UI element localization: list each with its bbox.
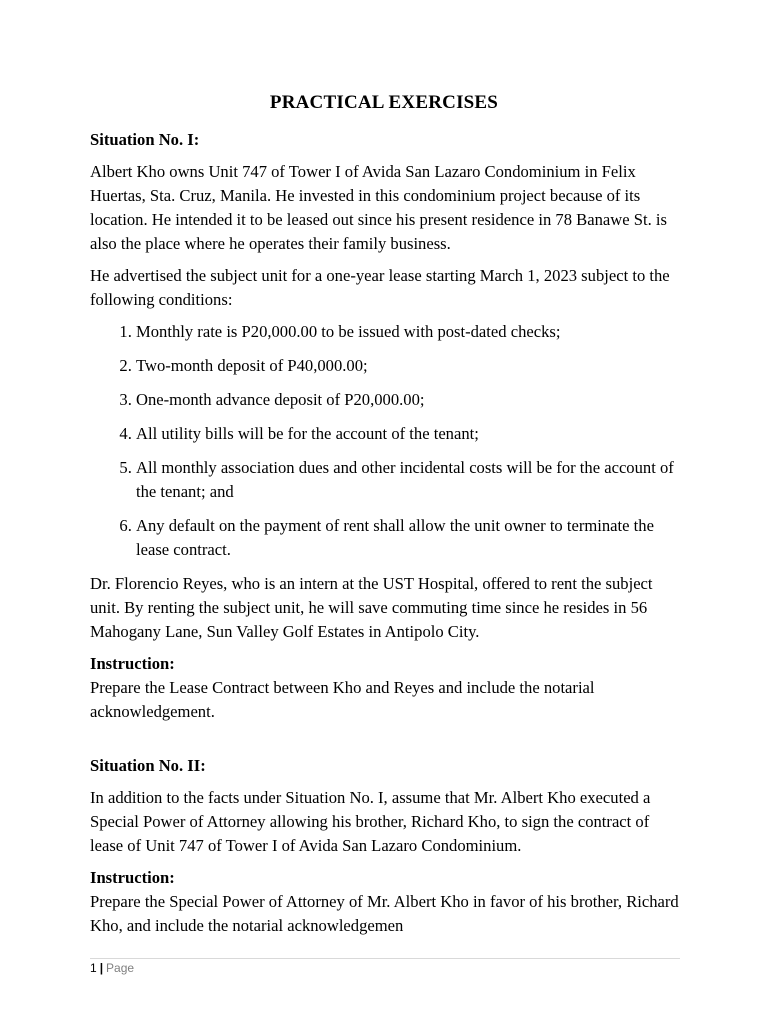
situation-1-paragraph-1: Albert Kho owns Unit 747 of Tower I of Avida San Lazaro Condominium in Felix Huertas, Sta. Cruz, Manila. He invested in this condominium project because of its location. He intended it to be leased out since his present residence in 78 Banawe St. is also the place where he operates their family business. [90,162,667,253]
footer-divider [90,958,680,959]
situation-1-paragraph-2: He advertised the subject unit for a one-year lease starting March 1, 2023 subject to the following conditions: [90,266,670,309]
situation-2-paragraph-1: In addition to the facts under Situation No. I, assume that Mr. Albert Kho executed a Special Power of Attorney allowing his brother, Richard Kho, to sign the contract of lease of Unit 747 of Tower I of Avida San Lazaro Condominium. [90,788,651,855]
situation-2-instruction-text: Prepare the Special Power of Attorney of Mr. Albert Kho in favor of his brother, Richard Kho, and include the notarial acknowledgemen [90,892,679,935]
condition-item: 4. All utility bills will be for the account of the tenant; [136,422,680,446]
situation-2-heading: Situation No. II: [90,756,206,775]
condition-item: 2. Two-month deposit of P40,000.00; [136,354,680,378]
document-body [90,128,680,938]
condition-item: 6. Any default on the payment of rent shall allow the unit owner to terminate the lease contract. [136,514,680,562]
condition-item: 1. Monthly rate is P20,000.00 to be issued with post-dated checks; [136,320,680,344]
section-spacer [90,724,680,754]
page-label: Page [106,961,135,975]
situation-1-heading: Situation No. I: [90,130,200,149]
condition-item: 3. One-month advance deposit of P20,000.00; [136,388,680,412]
page-footer [90,961,134,975]
conditions-list [90,320,680,562]
situation-1-instruction-text: Prepare the Lease Contract between Kho and Reyes and include the notarial acknowledgement. [90,678,595,721]
page-title: PRACTICAL EXERCISES [269,92,499,113]
condition-item: 5. All monthly association dues and other incidental costs will be for the account of the tenant; and [136,456,680,504]
footer-separator: | [99,961,104,975]
situation-2-instruction-heading: Instruction: [90,868,175,887]
situation-1-paragraph-3: Dr. Florencio Reyes, who is an intern at the UST Hospital, offered to rent the subject unit. By renting the subject unit, he will save commuting time since he resides in 56 Mahogany Lane, Sun Valley Golf Estates in Antipolo City. [90,574,653,641]
page-number: 1 [90,961,97,975]
situation-1-instruction-heading: Instruction: [90,654,175,673]
